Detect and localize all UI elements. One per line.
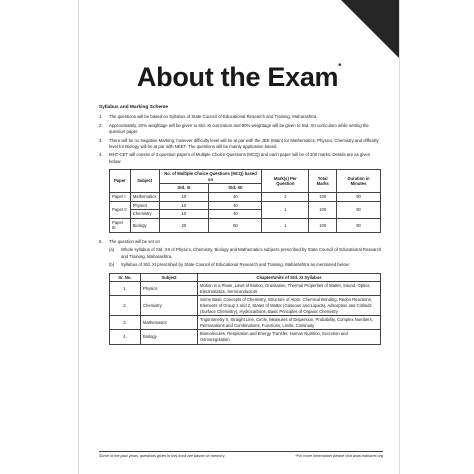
table-header-row [110, 170, 381, 184]
table-row: Paper III Biology 20 80 1 100 90 [110, 218, 381, 232]
document-page [78, 0, 400, 474]
col-header-std11: Std. XI [159, 184, 209, 193]
page-corner-decoration [341, 0, 399, 58]
col-header-subject: Subject [141, 273, 198, 282]
table-header-row [110, 273, 381, 282]
col-header-sr: Sr. No. [110, 273, 141, 282]
list-item: 3. There will be no Negative Marking, however difficulty level will be at par with the JEE (Main) for Mathematics, Physics, Chemistry and difficulty level for Biology will be at par with NEET. The questions will be mainly application based. [99, 137, 379, 150]
col-header-total: Total Marks [309, 170, 337, 193]
footer-note-left: Some of the past years' questions given in this book are based on memory. [99, 454, 226, 458]
list-item: 2. Approximately, 20% weightage will be given to Std. XI curriculum and 80% weightage will be given to Std. XII curriculum while setting the question paper. [99, 122, 369, 135]
footer-note-right: *For more information please visit www.mahacet.org [295, 454, 383, 458]
table-row: Paper I Mathematics 10 40 2 100 90 [110, 193, 381, 202]
col-header-marks: Mark(s) Per Question [262, 170, 309, 193]
table-row: 2. Chemistry Some Basic Concepts of Chemistry, Structure of Atom, Chemical Bonding, Redox Reactions, Elements of Group 1 and 2, States of Matter (Gaseous and Liquids), Adsorption and Colloids (Surface Chemistry), Hydrocarbons, Basic Principles of Organic Chemistry [110, 296, 381, 316]
exam-pattern-table [109, 169, 381, 233]
page-title: About the Exam* [136, 62, 342, 92]
col-header-duration: Duration in Minutes [337, 170, 381, 193]
list-item: 1. The questions will be based on Syllabus of State Council of Educational Research and Training, Maharashtra. [99, 114, 318, 120]
title-footnote-mark: * [338, 62, 342, 71]
col-header-chapters: Chapter/Units of Std. XI Syllabus [198, 273, 381, 282]
col-header-paper: Paper [110, 170, 131, 193]
content [99, 105, 383, 345]
col-header-std12: Std. XII [209, 184, 262, 193]
page-footer [99, 451, 383, 458]
table-row: 1. Physics Motion in a Plane, Laws of Motion, Gravitation, Thermal Properties of Matter, Sound, Optics, Electrostatics, Semiconductors [110, 282, 381, 296]
table-row: Chemistry 10 40 [110, 210, 381, 219]
syllabus-table [109, 273, 381, 345]
table-row: 4. Biology Biomolecules, Respiration and Energy Transfer, Human Nutrition, Excretion and Osmoregulation [110, 330, 381, 344]
col-header-mcq: No. of Multiple Choice Questions (MCQ) based on [159, 170, 262, 184]
sub-list-item: (b) Syllabus of Std. XI prescribed by State Council of Educational Research and Training, Maharashtra as mentioned below: [109, 262, 350, 268]
col-header-subject: Subject [130, 170, 159, 193]
section-heading: Syllabus and Marking Scheme [99, 105, 169, 110]
list-item: 5. The question will be set on [99, 239, 160, 244]
sub-list-item: (a) Whole syllabus of Std. XII of Physics, Chemistry, Biology and Mathematics subjects prescribed by State Council of Educational Research and Training, Maharashtra. [109, 247, 382, 259]
list-item: 4. MHT-CET will consist of 3 question papers of Multiple Choice Questions (MCQ) and each paper will be of 100 marks. Details are as given below: [99, 152, 371, 164]
table-row: 3. Mathematics Trigonometry II, Straight Line, Circle, Measures of Dispersion, Probability, Complex Numbers, Permutations and Combinations, Functions, Limits, Continuity [110, 316, 381, 330]
table-row: Paper II Physics 10 40 1 100 90 [110, 201, 381, 210]
